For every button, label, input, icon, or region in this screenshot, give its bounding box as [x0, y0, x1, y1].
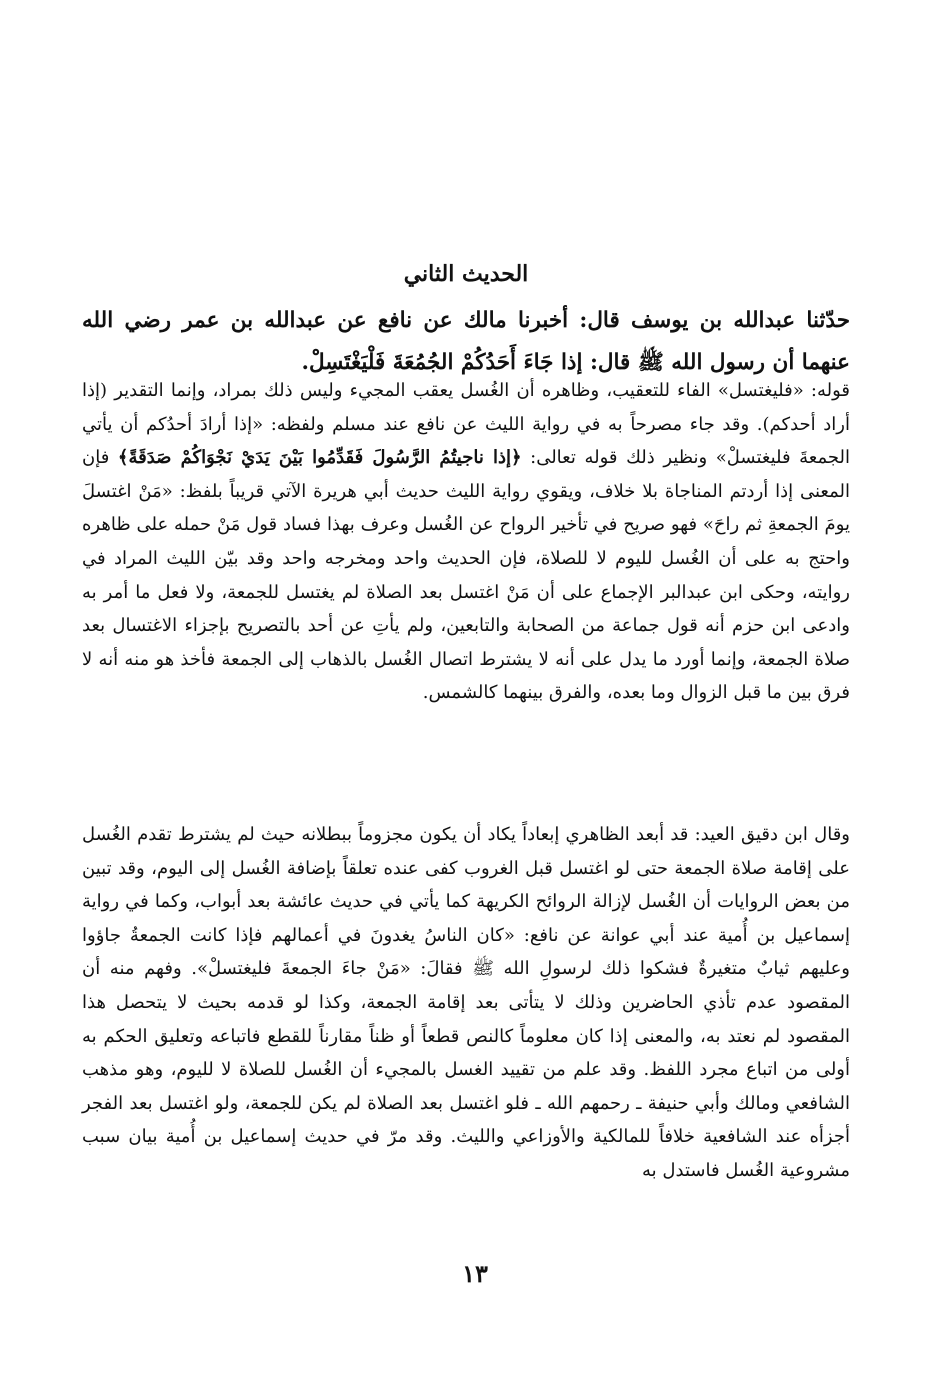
- commentary-paragraph-1-text-a: قوله: «فليغتسل» الفاء للتعقيب، وظاهره أن الغُسل يعقب المجيء وليس ذلك بمراد، وإنما التقدير (إذا أراد أحدكم). وقد جاء مصرحاً به في رواية الليث عن نافع عند مسلم ولفظه: «إذا أرادَ أحدُكم أن يأتي الجمعةَ فليغتسلْ» ونظير ذلك قوله تعالى:: [82, 380, 850, 469]
- hadith-text: حدّثنا عبدالله بن يوسف قال: أخبرنا مالك عن نافع عن عبدالله بن عمر رضي الله عنهما أن رسول الله ﷺ قال: إذا جَاءَ أَحَدُكُمْ الجُمُعَةَ فَلْيَغْتَسِلْ.: [82, 308, 850, 375]
- commentary-paragraph-1: [82, 374, 850, 710]
- chapter-title: الحديث الثاني: [403, 261, 529, 287]
- commentary-paragraph-1-text-b: فإن المعنى إذا أردتم المناجاة بلا خلاف، ويقوي رواية الليث حديث أبي هريرة الآتي قريباً بلفظ: «مَنْ اغتسلَ يومَ الجمعةِ ثم راحَ» فهو صريح في تأخير الرواح عن الغُسل وعرف بهذا فساد قول مَنْ حمله على ظاهره واحتج به على أن الغُسل لليوم لا للصلاة، فإن الحديث واحد ومخرجه واحد وقد بيّن الليث المراد في روايته، وحكى ابن عبدالبر الإجماع على أن مَنْ اغتسل بعد الصلاة لم يغتسل للجمعة، ولا فعل ما أمر به وادعى ابن حزم أنه قول جماعة من الصحابة والتابعين، ولم يأتِ عن أحد بالتصريح بإجزاء الاغتسال بعد صلاة الجمعة، وإنما أورد ما يدل على أنه لا يشترط اتصال الغُسل بالذهاب إلى الجمعة فأخذ هو منه أنه لا فرق بين ما قبل الزوال وما بعده، والفرق بينهما كالشمس.: [82, 447, 851, 704]
- page-number: ١٣: [462, 1259, 488, 1288]
- commentary-paragraph-2: وقال ابن دقيق العيد: قد أبعد الظاهري إبعاداً يكاد أن يكون مجزوماً ببطلانه حيث لم يشترط تقدم الغُسل على إقامة صلاة الجمعة حتى لو اغتسل قبل الغروب كفى عنده تعلقاً بإضافة الغُسل إلى اليوم، وقد تبين من بعض الروايات أن الغُسل لإزالة الروائح الكريهة كما يأتي في حديث عائشة بعد أبواب، وكما في رواية إسماعيل بن أُمية عند أبي عوانة عن نافع: «كان الناسُ يغدونَ في أعمالهم فإذا كانت الجمعةُ جاؤوا وعليهم ثيابٌ متغيرةٌ فشكوا ذلك لرسولِ الله ﷺ فقالَ: «مَنْ جاءَ الجمعةَ فليغتسلْ». وفهم منه أن المقصود عدم تأذي الحاضرين وذلك لا يتأتى بعد إقامة الجمعة، وكذا لو قدمه بحيث لا يتحصل هذا المقصود لم نعتد به، والمعنى إذا كان معلوماً كالنص قطعاً أو ظناً مقارناً للقطع فاتباعه وتعليق الحكم به أولى من اتباع مجرد اللفظ. وقد علم من تقييد الغسل بالمجيء أن الغُسل للصلاة لا لليوم، وهو مذهب الشافعي ومالك وأبي حنيفة ـ رحمهم الله ـ فلو اغتسل بعد الصلاة لم يكن للجمعة، ولو اغتسل بعد الفجر أجزأه عند الشافعية خلافاً للمالكية والأوزاعي والليث. وقد مرّ في حديث إسماعيل بن أُمية بيان سبب مشروعية الغُسل فاستدل به: [82, 824, 851, 1181]
- quran-verse: ﴿إذا ناجيتُمُ الرَّسُولَ فَقَدِّمُوا بَيْنَ يَدَيْ نَجْوَاكُمْ صَدَقَةً﴾: [117, 447, 522, 469]
